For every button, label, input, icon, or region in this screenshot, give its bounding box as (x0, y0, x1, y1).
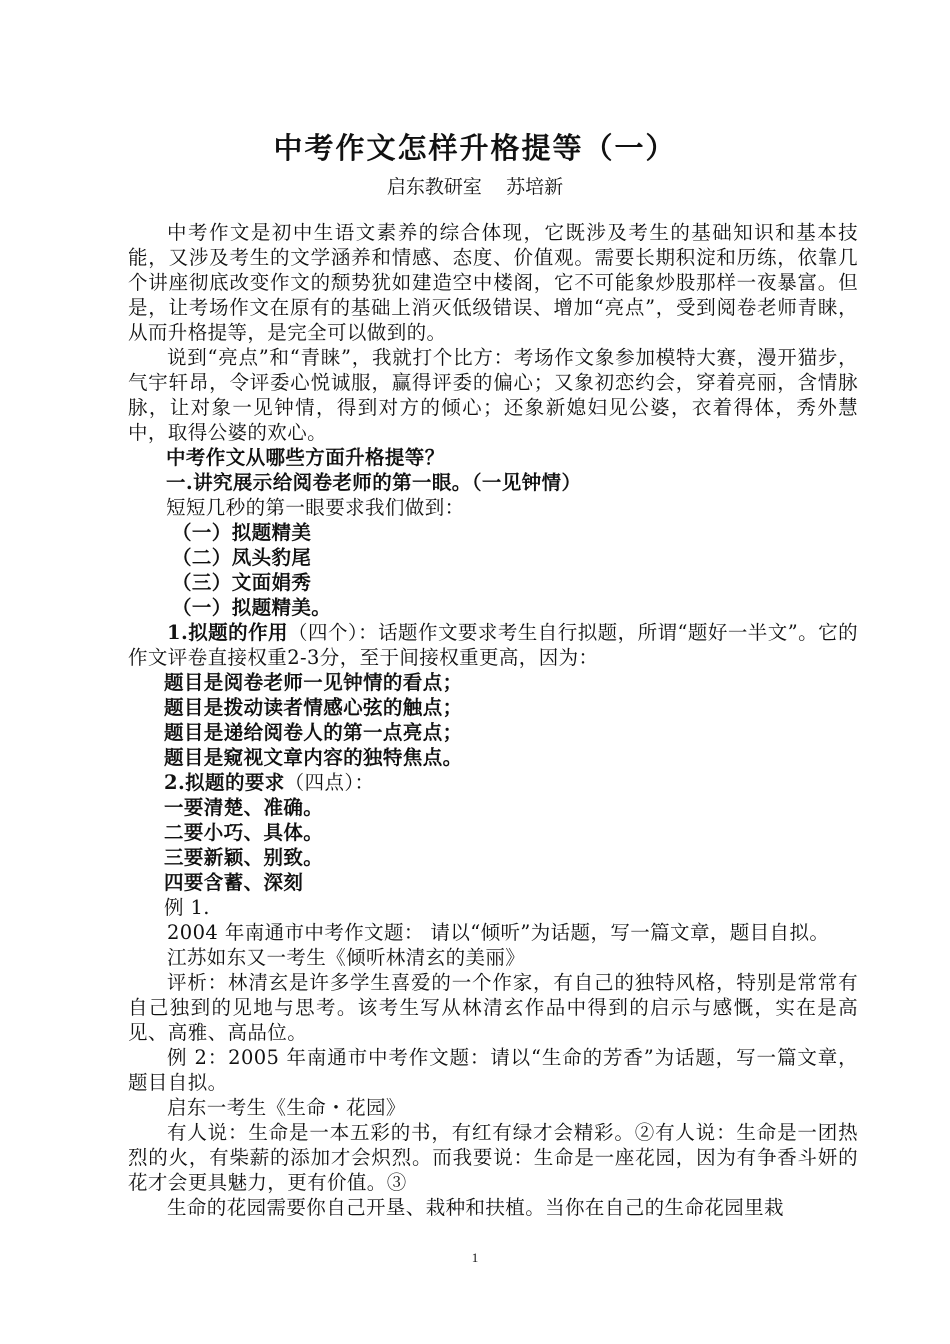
document-title: 中考作文怎样升格提等（一） (273, 131, 677, 165)
function-heading: 1.拟题的作用 (167, 621, 289, 644)
page-number: 1 (471, 1250, 479, 1265)
demand-item: 三要新颖、别致。 (164, 846, 324, 869)
function-item: 题目是阅卷老师一见钟情的看点； (164, 671, 463, 694)
example1-label: 例 1. (164, 896, 210, 919)
requirement-item: （一）拟题精美 (172, 521, 312, 544)
requirement-item: （一）拟题精美。 (172, 596, 332, 619)
example2-paragraph: 有人说：生命是一本五彩的书，有红有绿才会精彩。②有人说：生命是一团热烈的火，有柴薪的添加才会炽烈。而我要说：生命是一座花园，因为有争香斗妍的花才会更具魅力，更有价值。③ (128, 1121, 858, 1194)
point-one-heading: 一.讲究展示给阅卷老师的第一眼。（一见钟情） (166, 471, 582, 494)
analogy-paragraph: 说到“亮点”和“青睐”，我就打个比方：考场作文象参加模特大赛，漫开猫步，气宇轩昂，令评委心悦诚服，赢得评委的偏心；又象初恋约会，穿着亮丽，含情脉脉，让对象一见钟情，得到对方的倾心；还象新媳妇见公婆，衣着得体，秀外慧中，取得公婆的欢心。 (128, 346, 858, 444)
example2-text: 例 2：2005 年南通市中考作文题：请以“生命的芳香”为话题，写一篇文章，题目自拟。 (128, 1046, 858, 1094)
example1-title: 江苏如东又一考生《倾听林清玄的美丽》 (167, 946, 526, 969)
example2-title: 启东一考生《生命・花园》 (167, 1096, 406, 1119)
demand-item: 四要含蓄、深刻 (164, 871, 304, 894)
function-paragraph (128, 620, 858, 670)
function-item: 题目是窥视文章内容的独特焦点。 (164, 746, 463, 769)
demand-paragraph (128, 770, 858, 795)
section-heading: 中考作文从哪些方面升格提等？ (166, 446, 445, 469)
function-item: 题目是递给阅卷人的第一点亮点； (164, 721, 463, 744)
example1-comment: 评析：林清玄是许多学生喜爱的一个作家，有自己的独特风格，特别是常常有自己独到的见地与思考。该考生写从林清玄作品中得到的启示与感慨，实在是高见、高雅、高品位。 (128, 971, 858, 1044)
document-author: 启东教研室 苏培新 (386, 176, 564, 198)
intro-line: 短短几秒的第一眼要求我们做到： (166, 496, 465, 519)
requirement-item: （二）凤头豹尾 (172, 546, 312, 569)
function-item: 题目是拨动读者情感心弦的触点； (164, 696, 463, 719)
example2-paragraph-continued: 生命的花园需要你自己开垦、栽种和扶植。当你在自己的生命花园里栽 (167, 1196, 784, 1219)
example1-text: 2004 年南通市中考作文题： 请以“倾听”为话题，写一篇文章，题目自拟。 (167, 921, 830, 944)
intro-paragraph: 中考作文是初中生语文素养的综合体现，它既涉及考生的基础知识和基本技能，又涉及考生的文学涵养和情感、态度、价值观。需要长期积淀和历练，依靠几个讲座彻底改变作文的颓势犹如建造空中楼阁，它不可能象炒股那样一夜暴富。但是，让考场作文在原有的基础上消灭低级错误、增加“亮点”，受到阅卷老师青睐，从而升格提等，是完全可以做到的。 (128, 221, 858, 344)
document-body (128, 220, 858, 1220)
requirement-item: （三）文面娟秀 (172, 571, 312, 594)
demand-heading: 2.拟题的要求 (164, 771, 285, 794)
demand-item: 一要清楚、准确。 (164, 796, 324, 819)
demand-item: 二要小巧、具体。 (164, 821, 324, 844)
demand-rest: （四点）： (284, 771, 375, 794)
function-rest: （四个）：话题作文要求考生自行拟题，所谓“题好一半文”。它的作文评卷直接权重2-3分，至于间接权重更高，因为： (128, 621, 858, 669)
